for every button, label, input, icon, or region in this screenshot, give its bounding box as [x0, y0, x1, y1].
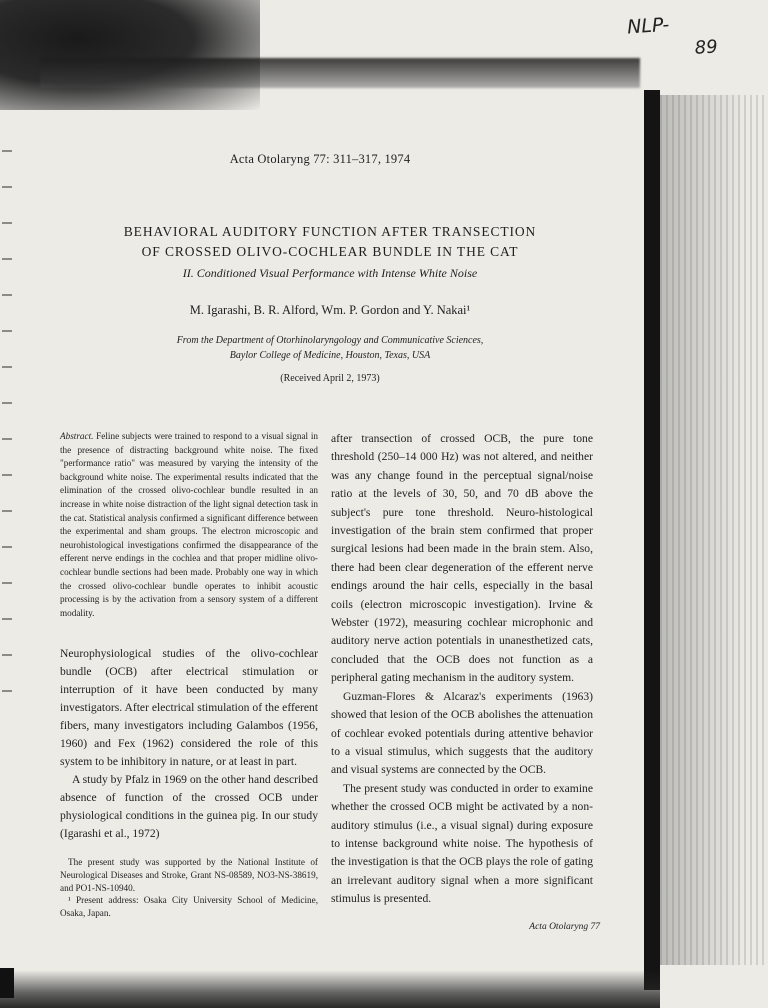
scan-noise-right — [660, 95, 768, 965]
scan-shadow-top-left — [0, 0, 260, 110]
scan-edge-right — [644, 90, 660, 990]
paragraph: after transection of crossed OCB, the pure tone threshold (250–14 000 Hz) was not altered, and neither was any change found in the perceptual signal/noise ratio at the levels of 30, 50, and 70 dB above the subject's pure tone threshold. Neuro-histological investigation of the brain stem confirmed that proper surgical lesions had been made in the brain stem. Also, there had been clear degeneration of the efferent nerve endings around the hair cells, especially in the basal coils (electron microscopic investigation). Irvine & Webster (1972), measuring cochlear microphonic and auditory nerve action potentials in unanesthetized cats, concluded that the OCB does not function as a peripheral gating mechanism in the auditory system. — [331, 432, 593, 685]
paragraph: Guzman-Flores & Alcaraz's experiments (1963) showed that lesion of the OCB abolishes the attenuation of cochlear evoked potentials during attentive behavior to a visual stimulus, which suggests that the auditory and visual systems are connected by the OCB. — [331, 689, 593, 777]
abstract-lead: Abstract. — [60, 431, 94, 441]
affiliation — [110, 333, 550, 363]
authors: M. Igarashi, B. R. Alford, Wm. P. Gordon and Y. Nakai¹ — [189, 303, 471, 317]
affiliation-line-1: From the Department of Otorhinolaryngology and Communicative Sciences, — [176, 335, 484, 346]
body-column-right — [331, 430, 593, 909]
footnotes — [60, 856, 318, 920]
abstract — [60, 430, 318, 620]
footnote-funding: The present study was supported by the National Institute of Neurological Diseases and Stroke, Grant NS-08589, NO3-NS-38619, and PO1-NS-10940. — [60, 857, 318, 893]
handwritten-line2: 89 — [694, 36, 719, 59]
title-line-2: OF CROSSED OLIVO-COCHLEAR BUNDLE IN THE CAT — [141, 244, 519, 259]
abstract-body: Feline subjects were trained to respond to a visual signal in the presence of distracting background white noise. The fixed "performance ratio" was measured by varying the intensity of the background white noise. The experimental results indicated that the elimination of the crossed olivo-cochlear bundle resulted in an increase in white noise distraction of the light signal detection task in the cat. Statistical analysis confirmed a significant difference between the experimental and sham groups. The electron microscopic and neurohistological investigations confirmed the disappearance of the efferent nerve endings in the cochlea and that proper midline olivo-cochlear bundle sections had been made. Probably one way in which the crossed olivo-cochlear bundle operates to inhibit acoustic processing is by the activation from a sensory system of a different modality. — [60, 431, 318, 618]
received-date: (Received April 2, 1973) — [280, 373, 380, 384]
paper-title — [70, 222, 590, 262]
journal-reference: Acta Otolaryng 77: 311–317, 1974 — [229, 152, 411, 166]
handwritten-line1: NLP- — [626, 13, 670, 39]
body-column-left — [60, 645, 318, 843]
scan-mark-bottom-left — [0, 968, 14, 998]
handwritten-note — [626, 8, 759, 67]
affiliation-line-2: Baylor College of Medicine, Houston, Texas, USA — [229, 350, 431, 361]
running-footer: Acta Otolaryng 77 — [529, 922, 600, 932]
paragraph: Neurophysiological studies of the olivo-cochlear bundle (OCB) after electrical stimulation or interruption of it have been conducted by many investigators. After electrical stimulation of the efferent fibers, many investigators including Galambos (1956, 1960) and Fex (1962) considered the role of this system to be inhibitory in nature, or at least in part. — [60, 647, 318, 768]
scan-shadow-top — [40, 58, 640, 88]
title-line-1: BEHAVIORAL AUDITORY FUNCTION AFTER TRANSECTION — [123, 224, 537, 239]
scan-shadow-bottom — [0, 970, 660, 1008]
paragraph: A study by Pfalz in 1969 on the other hand described absence of function of the crossed OCB under physiological conditions in the guinea pig. In our study (Igarashi et al., 1972) — [60, 773, 318, 840]
paragraph: The present study was conducted in order to examine whether the crossed OCB might be activated by a non-auditory stimulus (i.e., a visual signal) during exposure to intense background white noise. The hypothesis of the investigation is that the OCB plays the role of gating an irrelevant auditory signal when a more significant stimulus is presented. — [331, 781, 593, 906]
paper-subtitle: II. Conditioned Visual Performance with Intense White Noise — [182, 266, 478, 280]
footnote-address: ¹ Present address: Osaka City University School of Medicine, Osaka, Japan. — [60, 895, 318, 919]
left-margin-marks — [2, 150, 12, 710]
